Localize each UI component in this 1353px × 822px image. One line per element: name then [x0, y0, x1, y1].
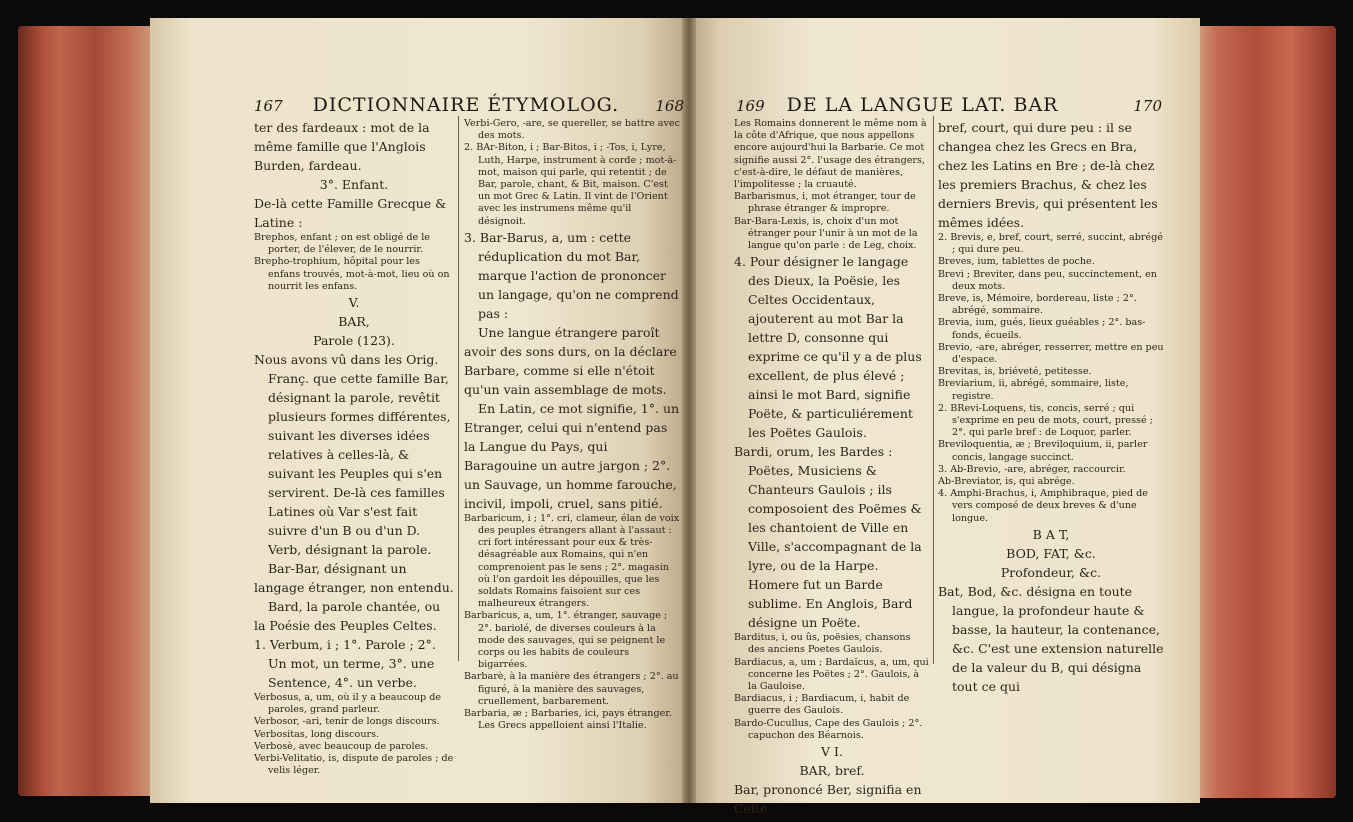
text-paragraph: Breves, ium, tablettes de poche. — [938, 256, 1095, 268]
text-paragraph: Brepho-trophium, hôpital pour les enfans trouvés, mot-à-mot, lieu où on nourrit les enfans. — [254, 256, 450, 292]
text-paragraph: Bar, prononcé Ber, signifia en Celte — [734, 782, 922, 817]
left-page-edges — [18, 26, 158, 796]
text-paragraph: 4. Amphi-Brachus, i, Amphibraque, pied de vers composé de deux breves & d'une longue. — [938, 488, 1148, 524]
text-paragraph: Les Romains donnerent le même nom à la côte d'Afrique, que nous appellons encore aujourd'hui la Barbarie. Ce mot signifie aussi 2°. l'usage des étrangers, c'est-à-dire, le défaut de manières, l'impolitesse ; la cruauté. — [734, 118, 927, 191]
text-paragraph: Nous avons vû dans les Orig. Franç. que cette famille Bar, désignant la parole, revêtit plusieurs formes différentes, suivant les diverses idées relatives à celles-là, & suivant les Peuples qui s'en servirent. De-là ces familles Latines où Var s'est fait suivre d'un B ou d'un D. — [254, 352, 451, 539]
running-title: DE LA LANGUE LAT. BAR — [786, 94, 1059, 116]
text-paragraph: BAR, bref. — [799, 763, 865, 779]
text-paragraph: BOD, FAT, &c. — [1006, 545, 1096, 561]
book-gutter — [682, 18, 696, 803]
text-paragraph: ter des fardeaux : mot de la même famille que l'Anglois Burden, fardeau. — [254, 120, 430, 173]
text-paragraph: Verbositas, long discours. — [254, 728, 380, 740]
page-number: 170 — [1133, 97, 1162, 115]
text-paragraph: Parole (123). — [313, 333, 395, 349]
page-number: 167 — [254, 97, 283, 115]
left-page-header — [254, 94, 684, 116]
text-paragraph: Verbosor, -ari, tenir de longs discours. — [254, 716, 440, 728]
text-paragraph: Barbarè, à la manière des étrangers ; 2°. au figuré, à la manière des sauvages, cruellement, barbarement. — [464, 671, 679, 707]
text-paragraph: De-là cette Famille Grecque & Latine : — [254, 196, 447, 230]
text-paragraph: V. — [348, 295, 360, 311]
text-paragraph: Bardo-Cucullus, Cape des Gaulois ; 2°. capuchon des Béarnois. — [734, 717, 923, 741]
right-page-edges — [1188, 26, 1336, 798]
right-page-column-1 — [734, 118, 930, 817]
text-paragraph: Breviarium, ii, abrégé, sommaire, liste, registre. — [938, 378, 1129, 402]
text-paragraph: Bar-Bara-Lexis, is, choix d'un mot étranger pour l'unir à un mot de la langue qu'on parle : de Leg, choix. — [734, 215, 918, 252]
text-paragraph: BAR, — [338, 314, 370, 330]
left-page-column-1 — [254, 118, 454, 777]
text-paragraph: Barditus, i, ou ûs, poësies, chansons des anciens Poetes Gaulois. — [734, 632, 911, 656]
text-paragraph: Bardi, orum, les Bardes : Poëtes, Musiciens & Chanteurs Gaulois ; ils composoient des Poëmes & les chantoient de Ville en Ville, s'accompagnant de la lyre, ou de la Harpe. Homere fut un Barde sublime. En Anglois, Bard désigne un Poëte. — [734, 444, 922, 631]
page-number: 169 — [736, 97, 765, 115]
text-paragraph: En Latin, ce mot signifie, 1°. un Etranger, celui qui n'entend pas la Langue du Pays, qui Baragouine un autre jargon ; 2°. un Sauvage, un homme farouche, incivil, impoli, cruel, sans pitié. — [464, 400, 680, 511]
text-paragraph: Ab-Breviator, is, qui abrége. — [938, 476, 1075, 488]
text-paragraph: Barbaricum, i ; 1°. cri, clameur, élan de voix des peuples étrangers allant à l'assaut : cri fort intéressant pour eux & très-désagréable aux Romains, qui n'en comprenoient pas le sens ; 2°. magasin où l'on gardoit les dépouilles, que les soldats Romains faisoient sur ces malheureux étrangers. — [464, 512, 680, 610]
text-paragraph: 3. Bar-Barus, a, um : cette réduplication du mot Bar, marque l'action de prononcer un langage, qu'on ne comprend pas : — [464, 229, 679, 321]
text-paragraph: Verbosè, avec beaucoup de paroles. — [254, 740, 429, 752]
running-title: DICTIONNAIRE ÉTYMOLOG. — [312, 94, 620, 116]
text-paragraph: Verbosus, a, um, où il y a beaucoup de paroles, grand parleur. — [254, 692, 442, 716]
text-paragraph: 3. Ab-Brevio, -are, abréger, raccourcir. — [938, 463, 1126, 475]
column-rule — [458, 116, 459, 661]
text-paragraph: Brevitas, is, briéveté, petitesse. — [938, 366, 1092, 378]
text-paragraph: Bardiacus, a, um ; Bardaïcus, a, um, qui concerne les Poëtes ; 2°. Gaulois, à la Gauloise. — [734, 656, 929, 693]
text-paragraph: B A T, — [1032, 526, 1070, 542]
text-paragraph: Bard, la parole chantée, ou la Poésie des Peuples Celtes. — [254, 599, 441, 634]
text-paragraph: Barbaria, æ ; Barbaries, ici, pays étranger. Les Grecs appelloient ainsi l'Italie. — [464, 708, 672, 732]
text-paragraph: Brephos, enfant ; on est obligé de le porter, de l'élever, de le nourrir. — [254, 232, 430, 256]
text-paragraph: Profondeur, &c. — [1000, 564, 1102, 580]
page-number: 168 — [655, 97, 684, 115]
text-paragraph: Breviloquentia, æ ; Breviloquium, ii, parler concis, langage succinct. — [938, 439, 1148, 463]
text-paragraph: 2. BRevi-Loquens, tis, concis, serré ; qui s'exprime en peu de mots, court, pressé ; 2°. qui parle bref : de Loquor, parler. — [938, 402, 1153, 439]
text-paragraph: Bat, Bod, &c. désigna en toute langue, la profondeur haute & basse, la hauteur, la contenance, &c. C'est une extension naturelle de la valeur du B, qui désigna tout ce qui — [938, 583, 1164, 694]
text-paragraph: Barbarismus, i, mot étranger, tour de phrase étranger & impropre. — [734, 191, 916, 215]
text-paragraph: 4. Pour désigner le langage des Dieux, la Poësie, les Celtes Occidentaux, ajouterent au mot Bar la lettre D, consonne qui exprime ce qu'il y a de plus excellent, de plus élevé ; ainsi le mot Bard, signifie Poëte, & particuliérement les Poëtes Gaulois. — [734, 254, 922, 441]
text-paragraph: Brevia, ium, gués, lieux guéables ; 2°. bas-fonds, écueils. — [938, 317, 1146, 341]
text-paragraph: 3°. Enfant. — [319, 177, 389, 192]
right-page-header — [736, 94, 1162, 116]
text-paragraph: 2. Brevis, e, bref, court, serré, succint, abrégé ; qui dure peu. — [938, 232, 1163, 256]
text-paragraph: V I. — [821, 744, 843, 760]
text-paragraph: Verb, désignant la parole. — [268, 542, 432, 558]
text-paragraph: Brevio, -are, abréger, resserrer, mettre en peu d'espace. — [938, 341, 1164, 366]
right-page-column-2 — [938, 118, 1164, 694]
text-paragraph: Verbi-Velitatio, is, dispute de paroles ; de velis léger. — [254, 753, 454, 777]
text-paragraph: 1. Verbum, i ; 1°. Parole ; 2°. Un mot, un terme, 3°. une Sentence, 4°. un verbe. — [254, 637, 436, 691]
text-paragraph: Barbaricus, a, um, 1°. étranger, sauvage ; 2°. bariolé, de diverses couleurs à la mode des sauvages, qui se peignent le corps ou les habits de couleurs bigarrées. — [464, 610, 668, 671]
column-rule — [933, 116, 934, 664]
text-paragraph: Une langue étrangere paroît avoir des sons durs, on la déclare Barbare, comme si elle n'étoit qu'un vain assemblage de mots. — [464, 324, 677, 397]
text-paragraph: Brevi ; Breviter, dans peu, succinctement, en deux mots. — [938, 268, 1157, 292]
text-paragraph: 2. BAr-Biton, i ; Bar-Bitos, i ; -Tos, i, Lyre, Luth, Harpe, instrument à corde ; mot-à-mot, maison qui parle, qui retentit ; de Bar, parole, chant, & Bit, maison. C'est un mot Grec & Latin. Il vint de l'Orient avec les instrumens même qu'il désignoit. — [464, 142, 677, 227]
text-paragraph: Breve, is, Mémoire, bordereau, liste ; 2°. abrégé, sommaire. — [938, 293, 1137, 317]
text-paragraph: Verbi-Gero, -are, se quereller, se battre avec des mots. — [464, 118, 680, 142]
text-paragraph: Bar-Bar, désignant un langage étranger, non entendu. — [254, 561, 454, 596]
text-paragraph: bref, court, qui dure peu : il se changea chez les Grecs en Bra, chez les Latins en Bre ; de-là chez les premiers Brachus, & chez les derniers Brevis, qui présentent les mêmes idées. — [938, 120, 1158, 230]
left-page-column-2 — [464, 118, 680, 732]
text-paragraph: Bardiacus, i ; Bardiacum, i, habit de guerre des Gaulois. — [734, 693, 910, 717]
